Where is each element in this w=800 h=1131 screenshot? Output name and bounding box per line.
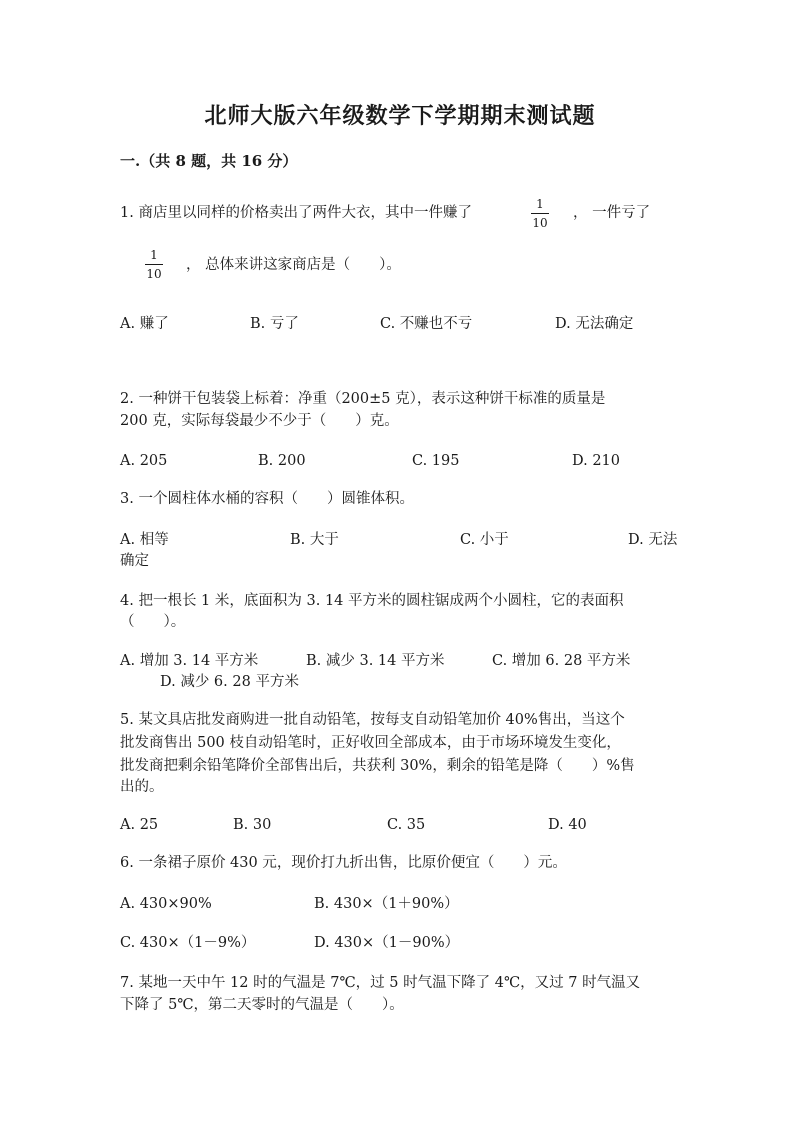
fraction-one-tenth	[531, 197, 549, 230]
option-d[interactable]: D. 430×（1－90%）	[314, 935, 460, 951]
option-d[interactable]: D. 无法	[628, 532, 678, 548]
option-b[interactable]: B. 200	[258, 453, 306, 469]
page-title: 北师大版六年级数学下学期期末测试题	[204, 103, 596, 129]
option-a[interactable]: A. 赚了	[120, 316, 169, 332]
question-1-text-cont: ， 一件亏了	[573, 205, 651, 221]
fraction-denominator: 10	[146, 267, 162, 281]
question-5-text: 5. 某文具店批发商购进一批自动铅笔，按每支自动铅笔加价 40%售出，当这个	[120, 712, 625, 728]
question-1-text: 1. 商店里以同样的价格卖出了两件大衣，其中一件赚了	[120, 205, 472, 221]
option-b[interactable]: B. 亏了	[250, 316, 299, 332]
option-d-wrap: 确定	[120, 553, 149, 569]
option-c[interactable]: C. 35	[387, 817, 426, 833]
option-d[interactable]: D. 无法确定	[555, 316, 634, 332]
option-b[interactable]: B. 减少 3. 14 平方米	[306, 653, 445, 669]
question-2-text-cont: 200 克，实际每袋最少不少于（ ）克。	[120, 413, 399, 429]
option-c[interactable]: C. 增加 6. 28 平方米	[492, 653, 631, 669]
question-6-text: 6. 一条裙子原价 430 元，现价打九折出售，比原价便宜（ ）元。	[120, 855, 567, 871]
question-3-text: 3. 一个圆柱体水桶的容积（ ）圆锥体积。	[120, 491, 414, 507]
fraction-one-tenth	[145, 248, 163, 281]
question-5-text-line2: 批发商售出 500 枝自动铅笔时，正好收回全部成本，由于市场环境发生变化，	[120, 735, 621, 751]
option-a[interactable]: A. 相等	[120, 532, 169, 548]
option-a[interactable]: A. 430×90%	[120, 896, 212, 912]
option-d[interactable]: D. 减少 6. 28 平方米	[160, 674, 299, 690]
section-heading: 一.（共 8 题，共 16 分）	[120, 152, 298, 170]
question-2-text: 2. 一种饼干包装袋上标着：净重（200±5 克），表示这种饼干标准的质量是	[120, 391, 606, 407]
option-c[interactable]: C. 小于	[460, 532, 509, 548]
question-1-text-end: ， 总体来讲这家商店是（ ）。	[186, 257, 401, 273]
fraction-bar	[531, 213, 549, 214]
option-d[interactable]: D. 40	[548, 817, 587, 833]
option-b[interactable]: B. 大于	[290, 532, 339, 548]
question-4-text: 4. 把一根长 1 米，底面积为 3. 14 平方米的圆柱锯成两个小圆柱，它的表面积	[120, 593, 624, 609]
question-4-text-cont: （ ）。	[120, 614, 186, 630]
option-a[interactable]: A. 增加 3. 14 平方米	[120, 653, 259, 669]
option-c[interactable]: C. 430×（1－9%）	[120, 935, 256, 951]
option-b[interactable]: B. 430×（1＋90%）	[314, 896, 459, 912]
question-5-text-line4: 出的。	[120, 779, 164, 795]
option-a[interactable]: A. 205	[120, 453, 168, 469]
fraction-bar	[145, 264, 163, 265]
option-d[interactable]: D. 210	[572, 453, 621, 469]
option-c[interactable]: C. 195	[412, 453, 460, 469]
option-a[interactable]: A. 25	[120, 817, 159, 833]
option-b[interactable]: B. 30	[233, 817, 272, 833]
question-5-text-line3: 批发商把剩余铅笔降价全部售出后，共获利 30%，剩余的铅笔是降（ ）%售	[120, 758, 635, 774]
option-c[interactable]: C. 不赚也不亏	[380, 316, 473, 332]
question-7-text: 7. 某地一天中午 12 时的气温是 7℃，过 5 时气温下降了 4℃，又过 7 时气温又	[120, 975, 641, 991]
fraction-numerator: 1	[150, 248, 158, 262]
fraction-numerator: 1	[536, 197, 544, 211]
question-7-text-cont: 下降了 5℃，第二天零时的气温是（ ）。	[120, 997, 404, 1013]
fraction-denominator: 10	[532, 216, 548, 230]
